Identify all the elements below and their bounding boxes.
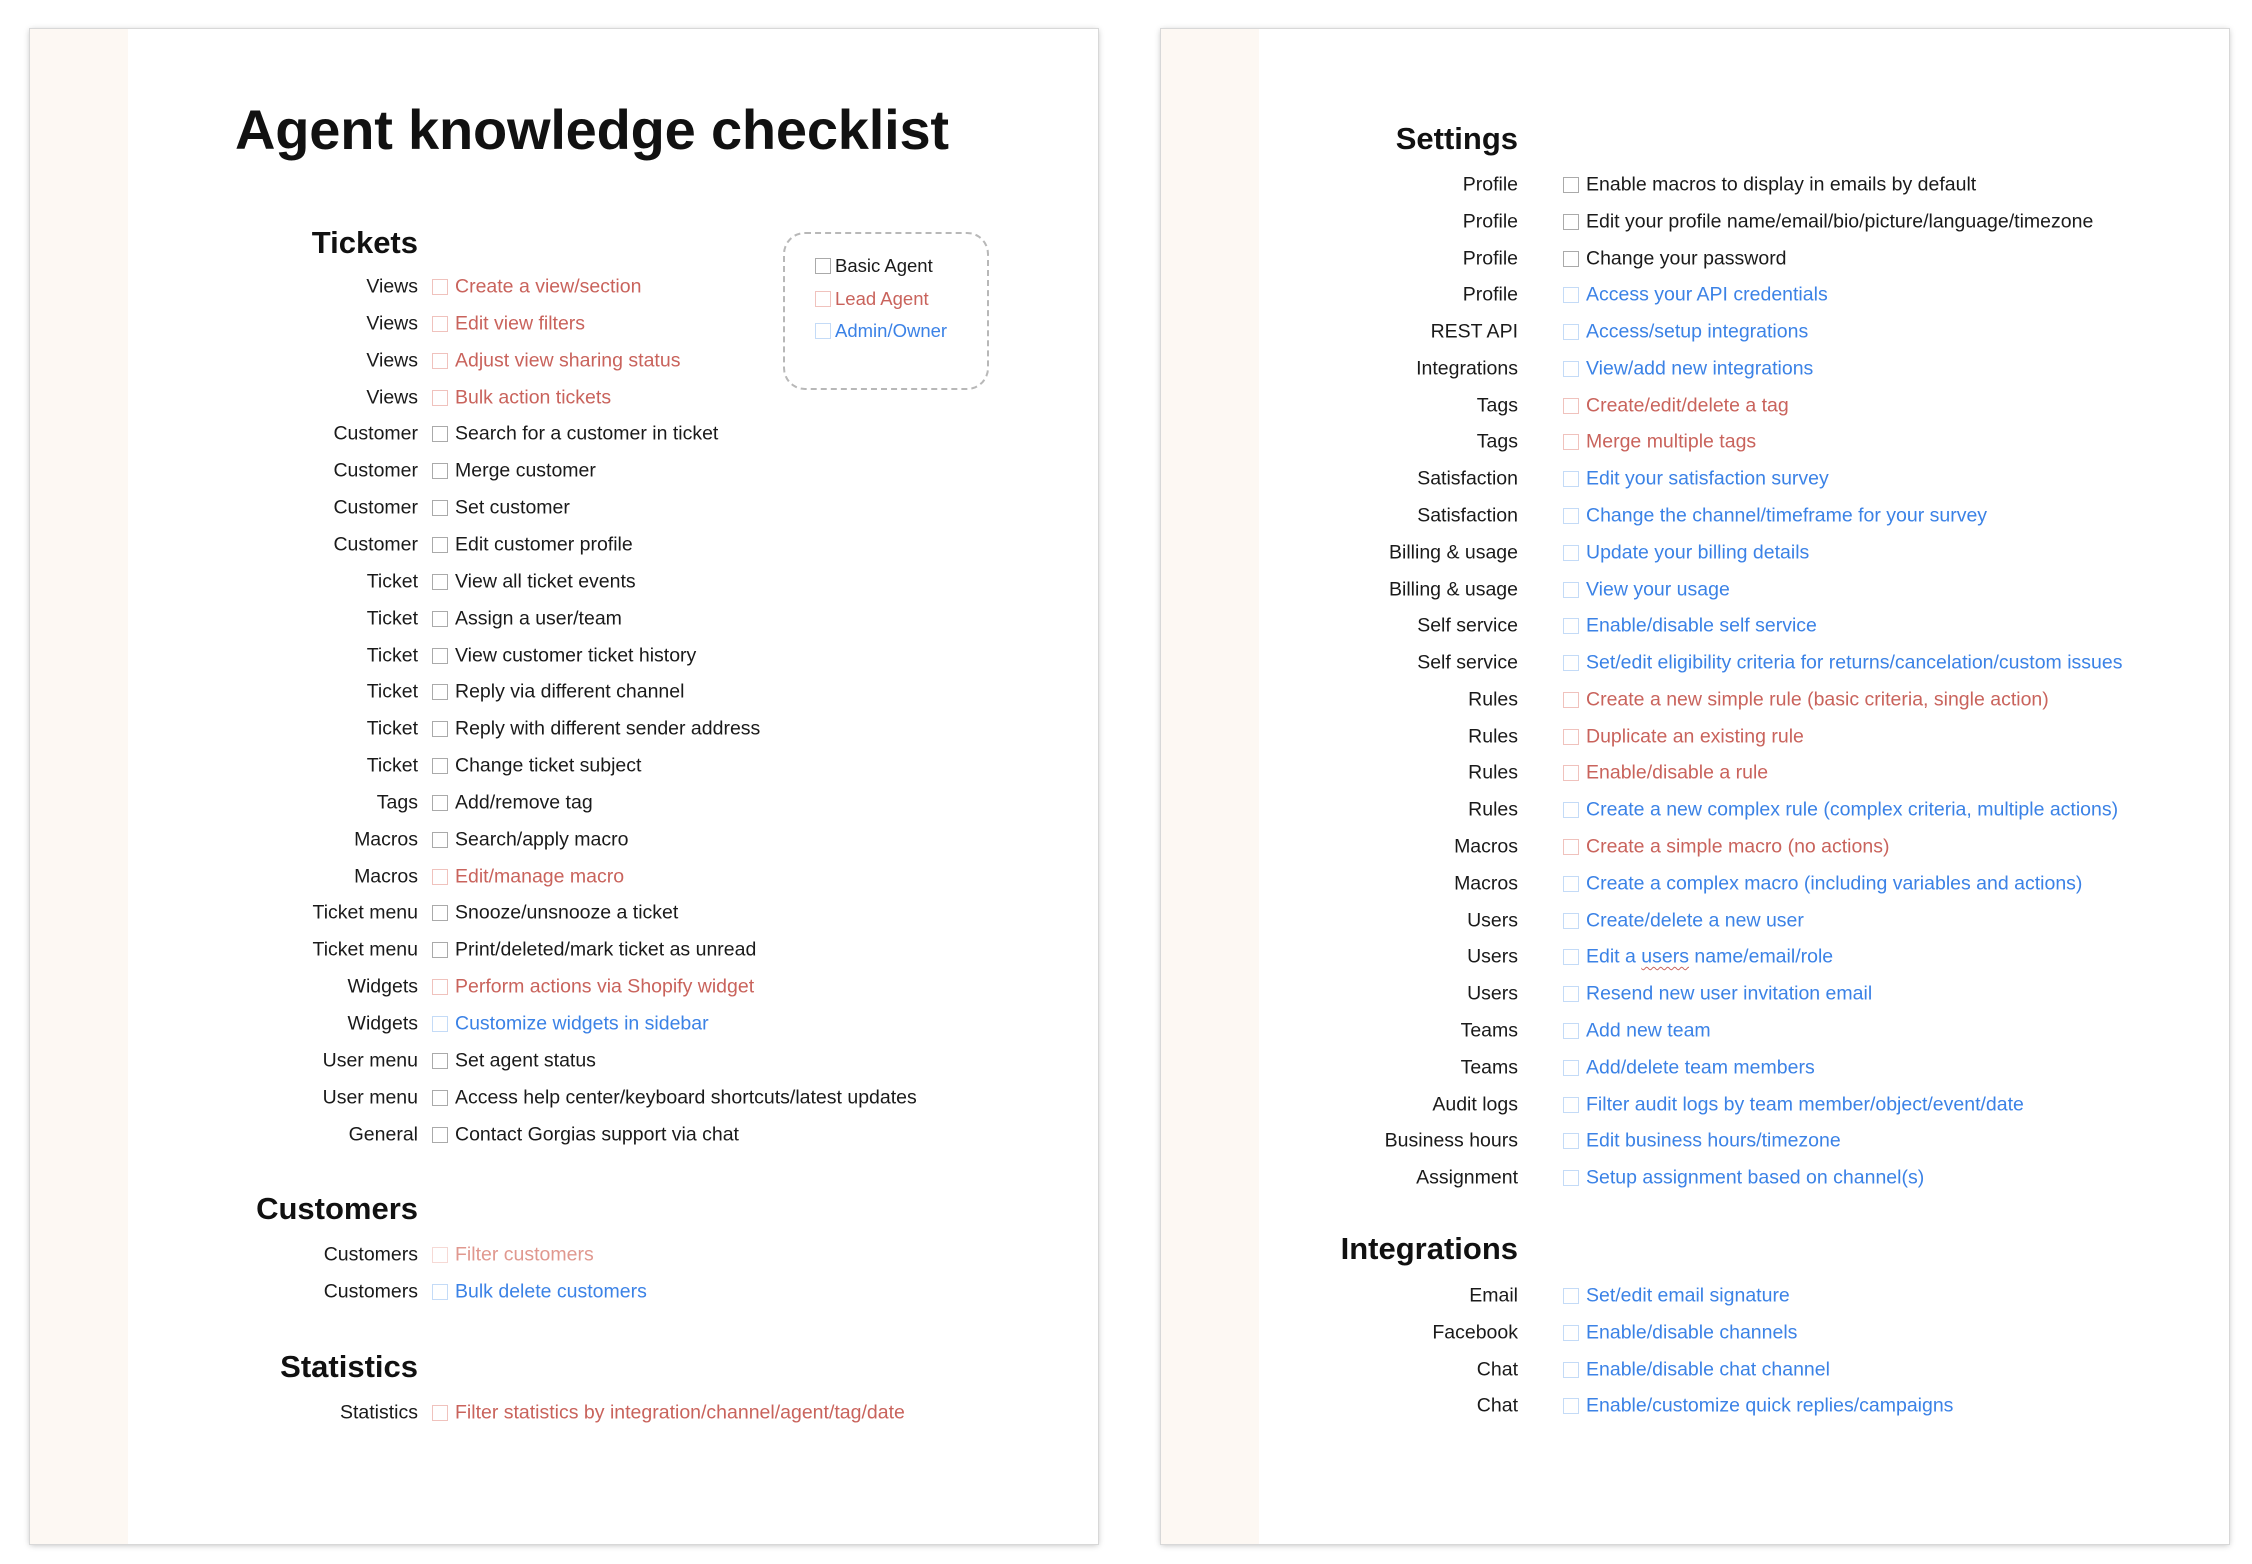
row-category: Widgets (347, 1012, 418, 1035)
checklist-row (30, 823, 1098, 857)
checkbox[interactable] (1563, 1023, 1579, 1039)
checklist-item-label: Search for a customer in ticket (455, 422, 719, 445)
checklist-row (1161, 867, 2229, 901)
checklist-item-label: View/add new integrations (1586, 357, 1814, 380)
label-part: name/email/role (1688, 945, 1834, 968)
checklist-row (1161, 1161, 2229, 1195)
checklist-item-label: Access help center/keyboard shortcuts/latest updates (455, 1086, 917, 1109)
checklist-item-label: View all ticket events (455, 570, 636, 593)
checklist-row (1161, 646, 2229, 680)
checkbox[interactable] (432, 1405, 448, 1421)
row-category: Customers (323, 1280, 418, 1302)
row-category: Ticket (366, 754, 418, 777)
checklist-row (30, 565, 1098, 599)
row-category: Users (1467, 909, 1518, 932)
row-category: Users (1467, 945, 1518, 968)
row-category: Macros (1454, 835, 1518, 858)
checkbox[interactable] (432, 942, 448, 958)
checklist-item-label: Create/edit/delete a tag (1586, 394, 1789, 417)
row-category: Rules (1468, 798, 1518, 821)
checklist-item-label: Access your API credentials (1586, 283, 1828, 306)
checkbox[interactable] (432, 316, 448, 332)
checkbox[interactable] (432, 1284, 448, 1300)
checklist-row (30, 1396, 1098, 1430)
row-category: Chat (1476, 1358, 1518, 1381)
label-part: Edit a (1586, 945, 1642, 968)
checklist-item-label: Duplicate an existing rule (1586, 725, 1804, 748)
checklist-item-label: Bulk delete customers (455, 1280, 647, 1302)
checkbox[interactable] (1563, 251, 1579, 267)
checkbox[interactable] (432, 721, 448, 737)
row-category: Satisfaction (1417, 504, 1518, 527)
checklist-item-label: Edit your profile name/email/bio/picture/language/timezone (1586, 210, 2094, 233)
row-category: Rules (1468, 725, 1518, 748)
checklist-item-label: Add new team (1586, 1019, 1711, 1042)
checkbox[interactable] (432, 500, 448, 516)
row-category: Profile (1462, 283, 1518, 306)
checkbox[interactable] (1563, 765, 1579, 781)
checklist-row (30, 1007, 1098, 1041)
checklist-row (1161, 609, 2229, 643)
checklist-row (1161, 904, 2229, 938)
checklist-row (1161, 756, 2229, 790)
row-category: Statistics (339, 1401, 418, 1424)
checklist-row (1161, 1088, 2229, 1122)
checklist-row (1161, 278, 2229, 312)
checkbox[interactable] (1563, 729, 1579, 745)
checklist-item-label: Reply with different sender address (455, 717, 761, 740)
checklist-item-label: View customer ticket history (455, 644, 697, 666)
legend-label: Basic Agent (835, 255, 933, 276)
row-category: Ticket (366, 644, 418, 666)
checkbox[interactable] (1563, 692, 1579, 708)
section-title-integrations: Integrations (1340, 1231, 1518, 1266)
checklist-item-label: Enable/customize quick replies/campaigns (1586, 1394, 1954, 1417)
checkbox[interactable] (432, 1016, 448, 1032)
checklist-row (1161, 425, 2229, 459)
row-category: Macros (354, 828, 418, 851)
row-category: Ticket menu (312, 901, 418, 924)
checkbox[interactable] (432, 795, 448, 811)
checkbox[interactable] (1563, 398, 1579, 414)
checklist-row (1161, 1316, 2229, 1350)
checkbox[interactable] (432, 648, 448, 664)
checklist-item-label: Set/edit eligibility criteria for returns/cancelation/custom issues (1586, 651, 2123, 674)
row-category: Profile (1462, 210, 1518, 233)
row-category: Billing & usage (1389, 541, 1518, 564)
checklist-row (30, 860, 1098, 894)
checklist-row (1161, 352, 2229, 386)
checklist-item-label: Enable/disable chat channel (1586, 1358, 1830, 1381)
checklist-item-label: Create/delete a new user (1586, 909, 1804, 932)
row-category: Customer (333, 496, 418, 519)
legend-label: Admin/Owner (835, 320, 948, 341)
checklist-row (30, 675, 1098, 709)
checkbox[interactable] (1563, 655, 1579, 671)
row-category: Profile (1462, 173, 1518, 196)
checkbox[interactable] (432, 426, 448, 442)
row-category: Customer (333, 459, 418, 482)
checklist-row (30, 270, 1098, 304)
checklist-page-left (30, 29, 1098, 1544)
checklist-row (30, 307, 1098, 341)
checklist-row (30, 639, 1098, 673)
checkbox[interactable] (432, 537, 448, 553)
row-category: Business hours (1384, 1129, 1518, 1152)
checklist-item-label: Search/apply macro (455, 828, 629, 851)
checklist-item-label: Enable macros to display in emails by default (1586, 173, 1977, 196)
checkbox[interactable] (432, 353, 448, 369)
checklist-row (1161, 1124, 2229, 1158)
checkbox[interactable] (1563, 839, 1579, 855)
checklist-item-label: Filter customers (455, 1243, 594, 1266)
section-title-settings: Settings (1395, 121, 1518, 156)
checkbox[interactable] (1563, 876, 1579, 892)
checkbox[interactable] (1563, 1133, 1579, 1149)
checklist-row (1161, 977, 2229, 1011)
checkbox[interactable] (1563, 986, 1579, 1002)
row-category: User menu (322, 1049, 418, 1072)
checklist-row (1161, 315, 2229, 349)
checklist-item-label: Access/setup integrations (1586, 320, 1809, 343)
document-title: Agent knowledge checklist (235, 98, 949, 161)
checklist-item-label: Edit/manage macro (455, 865, 625, 888)
checklist-item-label: Reply via different channel (455, 680, 685, 703)
checklist-row (1161, 720, 2229, 754)
row-category: Self service (1417, 614, 1518, 637)
checklist-item-label: Create a new simple rule (basic criteria, single action) (1586, 688, 2049, 711)
checklist-item-label: Update your billing details (1586, 541, 1810, 564)
checkbox[interactable] (1563, 545, 1579, 561)
checklist-item-label: Filter audit logs by team member/object/event/date (1586, 1093, 2024, 1115)
row-category: Views (366, 349, 418, 372)
checkbox[interactable] (1563, 1398, 1579, 1414)
checkbox[interactable] (432, 463, 448, 479)
checklist-row (30, 933, 1098, 967)
checkbox[interactable] (1563, 618, 1579, 634)
checkbox[interactable] (1563, 287, 1579, 303)
checkbox[interactable] (1563, 434, 1579, 450)
checkbox[interactable] (432, 832, 448, 848)
row-category: Assignment (1416, 1166, 1518, 1189)
row-category: Rules (1468, 761, 1518, 784)
checkbox[interactable] (1563, 324, 1579, 340)
section-title-customers: Customers (256, 1191, 418, 1226)
checklist-item-label: Merge multiple tags (1586, 430, 1757, 453)
checklist-row (30, 1238, 1098, 1272)
checklist-row (30, 454, 1098, 488)
checklist-item-label: Enable/disable self service (1586, 614, 1817, 637)
checklist-item-label: Set customer (455, 496, 570, 519)
checklist-item-label: Bulk action tickets (455, 386, 612, 409)
checklist-row (30, 1275, 1098, 1309)
checklist-item-label: Create a new complex rule (complex criteria, multiple actions) (1586, 798, 2119, 821)
checklist-row (30, 712, 1098, 746)
checklist-item-label: Enable/disable channels (1586, 1321, 1798, 1344)
checkbox[interactable] (432, 1127, 448, 1143)
checkbox[interactable] (1563, 177, 1579, 193)
checklist-item-label: Contact Gorgias support via chat (455, 1123, 739, 1146)
checkbox[interactable] (1563, 1097, 1579, 1113)
checklist-item-label: Assign a user/team (455, 607, 622, 630)
checklist-row (30, 491, 1098, 525)
checklist-row (1161, 168, 2229, 202)
checkbox[interactable] (1563, 1325, 1579, 1341)
row-category: Ticket menu (312, 938, 418, 961)
checkbox[interactable] (432, 1247, 448, 1263)
checklist-item-label: Create a view/section (455, 275, 642, 298)
row-category: Widgets (347, 975, 418, 998)
checklist-row (1161, 499, 2229, 533)
row-category: Views (366, 312, 418, 335)
checklist-row (30, 970, 1098, 1004)
checkbox[interactable] (1563, 913, 1579, 929)
row-category: Rules (1468, 688, 1518, 711)
checklist-row (1161, 573, 2229, 607)
checklist-item-label: View your usage (1586, 578, 1730, 601)
row-category: REST API (1430, 320, 1518, 343)
checklist-item-label: Create a complex macro (including variables and actions) (1586, 872, 2083, 895)
row-category: User menu (322, 1086, 418, 1109)
checkbox[interactable] (432, 869, 448, 885)
row-category: Chat (1476, 1394, 1518, 1417)
checklist-item-label: Add/delete team members (1586, 1056, 1815, 1079)
row-category: Ticket (366, 607, 418, 630)
checkbox[interactable] (432, 574, 448, 590)
row-category: Tags (1476, 394, 1518, 417)
row-category: Ticket (366, 570, 418, 593)
checklist-row (30, 381, 1098, 415)
checklist-item-label: Add/remove tag (455, 791, 593, 814)
row-category: Satisfaction (1417, 467, 1518, 490)
checklist-item-label: Enable/disable a rule (1586, 761, 1769, 784)
row-category: Teams (1460, 1056, 1518, 1079)
checklist-item-label: Resend new user invitation email (1586, 982, 1873, 1005)
row-category: Email (1469, 1284, 1518, 1307)
row-category: Macros (354, 865, 418, 888)
row-category: Views (366, 386, 418, 409)
checklist-item-label: Edit business hours/timezone (1586, 1129, 1841, 1152)
checklist-item-label: Change ticket subject (455, 754, 642, 777)
row-category: Ticket (366, 717, 418, 740)
checkbox[interactable] (1563, 1170, 1579, 1186)
row-category: General (348, 1123, 418, 1146)
checkbox[interactable] (432, 390, 448, 406)
checklist-item-label: Create a simple macro (no actions) (1586, 835, 1890, 858)
checkbox[interactable] (432, 758, 448, 774)
checklist-item-label: Edit your satisfaction survey (1586, 467, 1829, 490)
checklist-row (1161, 1353, 2229, 1387)
checklist-row (30, 1081, 1098, 1115)
section-title-statistics: Statistics (280, 1349, 418, 1384)
section-title-tickets: Tickets (311, 225, 418, 260)
checkbox[interactable] (432, 1090, 448, 1106)
checklist-row (1161, 389, 2229, 423)
checklist-row (1161, 940, 2229, 974)
checkbox[interactable] (1563, 1060, 1579, 1076)
checklist-item-label: Print/deleted/mark ticket as unread (455, 938, 757, 961)
row-category: Customers (323, 1243, 418, 1266)
row-category: Teams (1460, 1019, 1518, 1042)
checklist-row (30, 786, 1098, 820)
legend-label: Lead Agent (835, 287, 929, 309)
checkbox[interactable] (432, 279, 448, 295)
checklist-row (1161, 1051, 2229, 1085)
checklist-row (1161, 462, 2229, 496)
checkbox[interactable] (1563, 1362, 1579, 1378)
checklist-item-label: Change your password (1586, 247, 1787, 270)
checklist-item-label: Set/edit email signature (1586, 1284, 1790, 1307)
row-category: Profile (1462, 247, 1518, 270)
checklist-row (1161, 536, 2229, 570)
checklist-row (1161, 1389, 2229, 1423)
row-category: Customer (333, 422, 418, 445)
row-category: Views (366, 275, 418, 298)
checkbox[interactable] (432, 611, 448, 627)
row-category: Tags (1476, 430, 1518, 453)
checklist-item-label: Edit customer profile (455, 533, 633, 556)
checklist-item-label: Set agent status (455, 1049, 596, 1072)
checkbox[interactable] (432, 905, 448, 921)
checkbox[interactable] (1563, 508, 1579, 524)
row-category: Audit logs (1432, 1093, 1518, 1115)
checklist-row (30, 1044, 1098, 1078)
row-category: Billing & usage (1389, 578, 1518, 601)
checkbox[interactable] (1563, 949, 1579, 965)
checklist-row (30, 528, 1098, 562)
checkbox[interactable] (1563, 802, 1579, 818)
checklist-item-label: Setup assignment based on channel(s) (1586, 1166, 1925, 1189)
row-category: Self service (1417, 651, 1518, 674)
checkbox[interactable] (1563, 471, 1579, 487)
checklist-row (1161, 205, 2229, 239)
checkbox[interactable] (1563, 1288, 1579, 1304)
checkbox[interactable] (432, 1053, 448, 1069)
row-category: Tags (376, 791, 418, 814)
checklist-row (30, 1118, 1098, 1152)
checklist-row (1161, 1014, 2229, 1048)
checkbox[interactable] (432, 979, 448, 995)
row-category: Customer (333, 533, 418, 556)
spellcheck-word: users (1641, 945, 1689, 968)
checklist-row (1161, 242, 2229, 276)
row-category: Ticket (366, 680, 418, 703)
row-category: Macros (1454, 872, 1518, 895)
row-category: Facebook (1432, 1321, 1518, 1344)
checkbox[interactable] (1563, 582, 1579, 598)
checkbox[interactable] (1563, 214, 1579, 230)
checklist-row (30, 749, 1098, 783)
checklist-item-label: Perform actions via Shopify widget (455, 975, 755, 998)
checklist-row (30, 602, 1098, 636)
checklist-item-label: Filter statistics by integration/channel/agent/tag/date (455, 1401, 905, 1424)
checklist-item-label: Change the channel/timeframe for your survey (1586, 504, 1988, 527)
checklist-page-right (1161, 29, 2229, 1544)
checklist-row (1161, 683, 2229, 717)
checkbox[interactable] (1563, 361, 1579, 377)
checklist-item-label: Snooze/unsnooze a ticket (455, 901, 679, 924)
checklist-row (1161, 830, 2229, 864)
checklist-item-label (1586, 946, 1833, 969)
checklist-item-label: Merge customer (455, 459, 596, 482)
checklist-row (30, 896, 1098, 930)
checklist-item-label: Edit view filters (455, 312, 586, 335)
checklist-row (1161, 1279, 2229, 1313)
checklist-row (30, 417, 1098, 451)
checklist-row (30, 344, 1098, 378)
checklist-item-label: Customize widgets in sidebar (455, 1012, 709, 1035)
checkbox[interactable] (432, 684, 448, 700)
row-category: Integrations (1416, 357, 1518, 380)
checklist-row (1161, 793, 2229, 827)
checklist-item-label: Adjust view sharing status (455, 349, 681, 372)
row-category: Users (1467, 982, 1518, 1005)
